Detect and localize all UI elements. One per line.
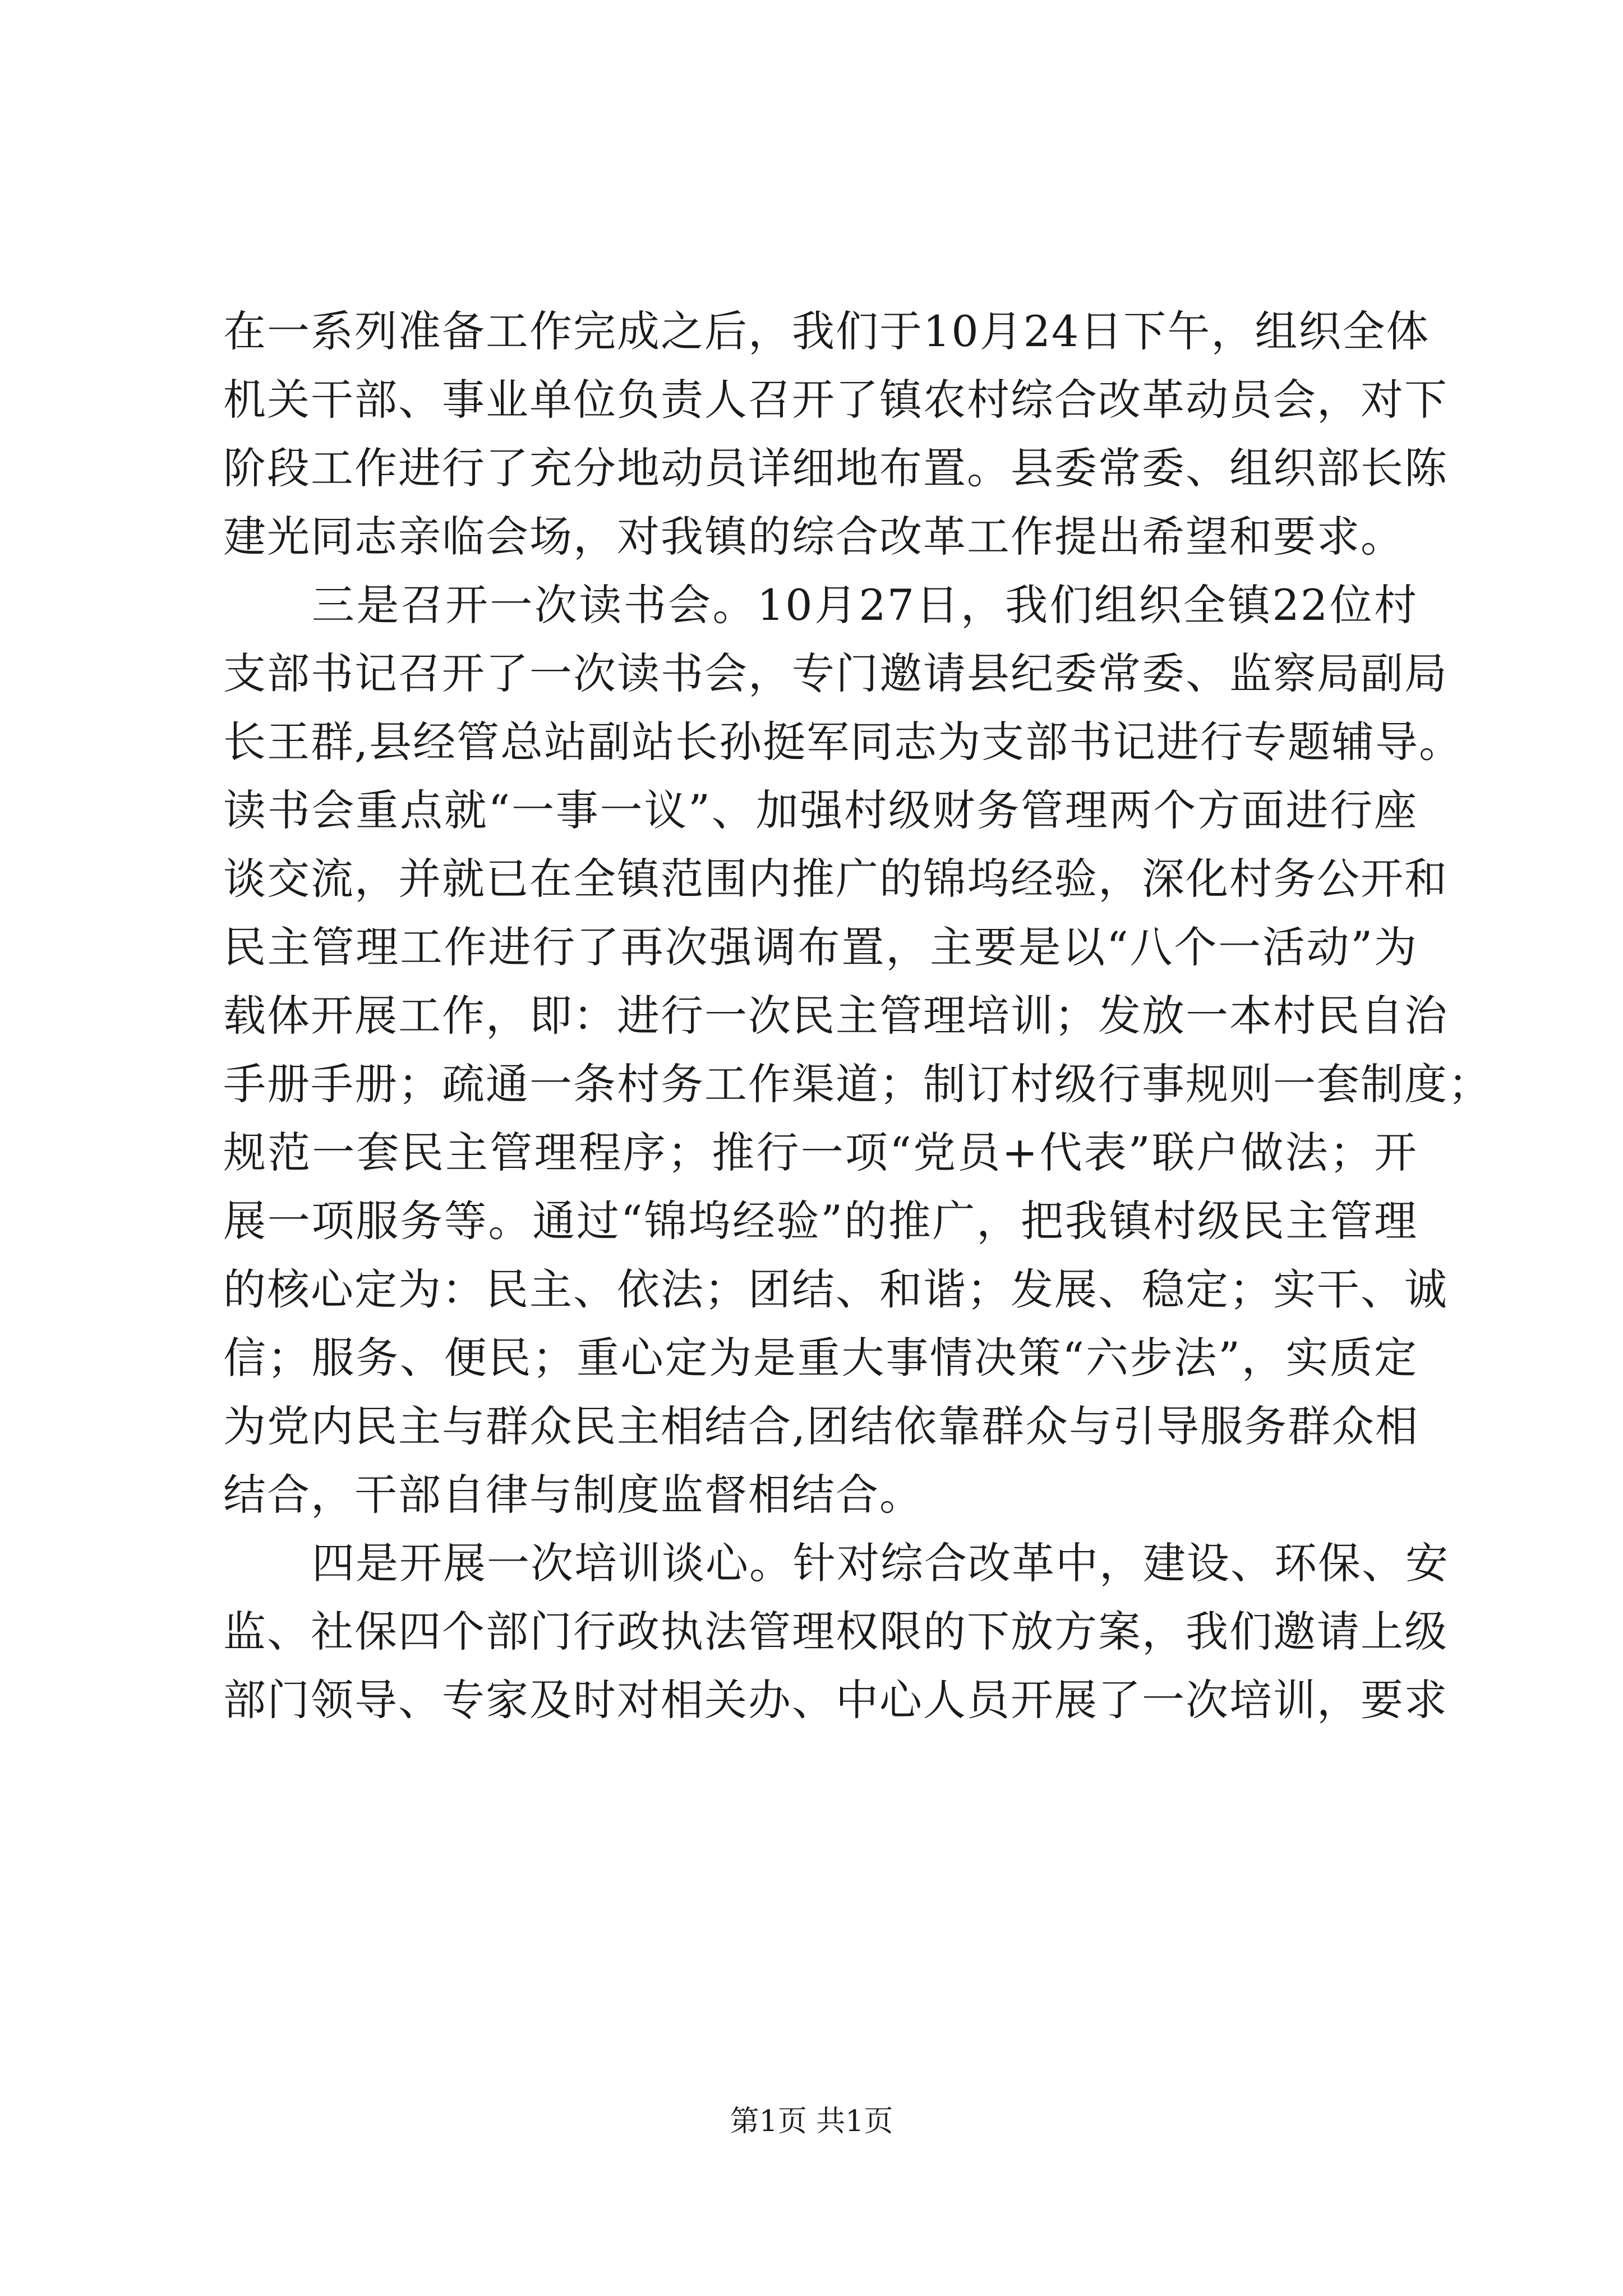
text-line: 谈交流，并就已在全镇范围内推广的锦坞经验，深化村务公开和: [223, 854, 1448, 904]
text-line: 民主管理工作进行了再次强调布置，主要是以“八个一活动”为: [223, 922, 1418, 972]
text-line: 支部书记召开了一次读书会，专门邀请县纪委常委、监察局副局: [223, 648, 1448, 698]
text-line: 手册手册；疏通一条村务工作渠道；制订村级行事规则一套制度；: [223, 1059, 1492, 1109]
text-line: 为党内民主与群众民主相结合,团结依靠群众与引导服务群众相: [223, 1401, 1419, 1451]
text-line: 监、社保四个部门行政执法管理权限的下放方案，我们邀请上级: [223, 1607, 1448, 1657]
text-line: 阶段工作进行了充分地动员详细地布置。县委常委、组织部长陈: [223, 443, 1448, 493]
text-line: 建光同志亲临会场，对我镇的综合改革工作提出希望和要求。: [223, 512, 1404, 562]
page-footer: 第1页 共1页: [730, 2105, 893, 2138]
text-line: 载体开展工作，即：进行一次民主管理培训；发放一本村民自治: [223, 991, 1448, 1041]
text-line: 的核心定为：民主、依法；团结、和谐；发展、稳定；实干、诚: [223, 1264, 1448, 1314]
text-line: 规范一套民主管理程序；推行一项“党员+代表”联户做法；开: [223, 1128, 1418, 1177]
text-line: 三是召开一次读书会。10月27日，我们组织全镇22位村: [312, 580, 1418, 630]
text-line: 结合，干部自律与制度监督相结合。: [223, 1470, 923, 1520]
text-line: 机关干部、事业单位负责人召开了镇农村综合改革动员会，对下: [223, 375, 1448, 425]
text-line: 长王群,县经管总站副站长孙挺军同志为支部书记进行专题辅导。: [223, 717, 1463, 767]
text-line: 信；服务、便民；重心定为是重大事情决策“六步法”，实质定: [223, 1333, 1418, 1383]
document-body: [223, 297, 1492, 1734]
text-line: 部门领导、专家及时对相关办、中心人员开展了一次培训，要求: [223, 1675, 1448, 1725]
text-line: 四是开展一次培训谈心。针对综合改革中，建设、环保、安: [312, 1538, 1449, 1588]
text-line: 展一项服务等。通过“锦坞经验”的推广，把我镇村级民主管理: [223, 1196, 1418, 1246]
text-line: 在一系列准备工作完成之后，我们于10月24日下午，组织全体: [223, 306, 1430, 356]
text-line: 读书会重点就“一事一议”、加强村级财务管理两个方面进行座: [223, 785, 1418, 835]
